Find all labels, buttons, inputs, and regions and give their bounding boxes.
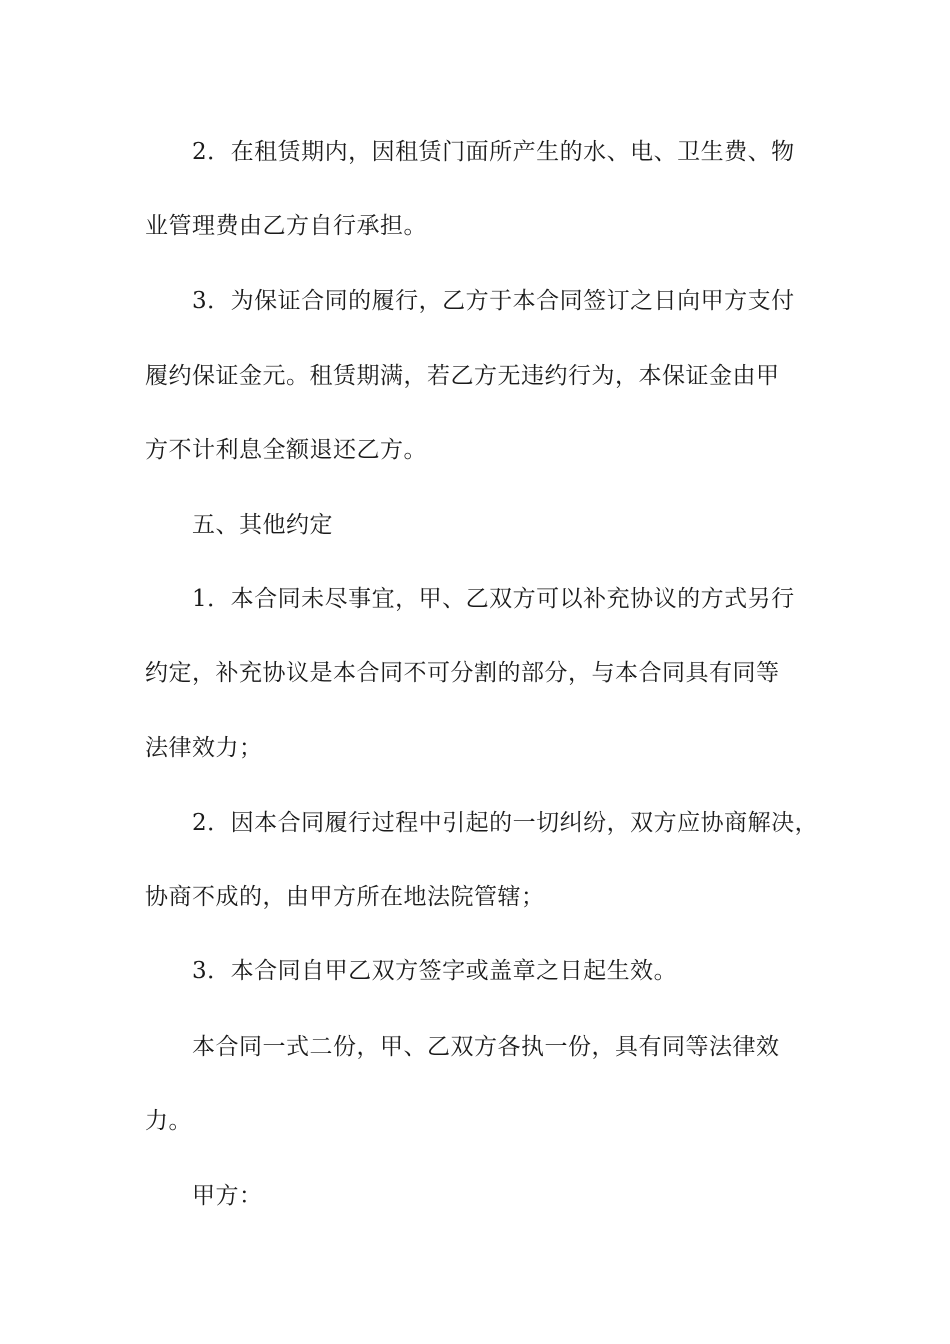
clause-4-3-line-3: 方不计利息全额退还乙方。 bbox=[145, 437, 427, 463]
section-heading-other-terms: 五、其他约定 bbox=[192, 512, 333, 538]
clause-5-1-line-3: 法律效力； bbox=[145, 735, 263, 761]
copies-clause-line-1: 本合同一式二份，甲、乙双方各执一份，具有同等法律效 bbox=[192, 1034, 780, 1060]
clause-5-2-line-1: 2．因本合同履行过程中引起的一切纠纷，双方应协商解决， bbox=[192, 810, 819, 836]
party-a-label: 甲方： bbox=[192, 1183, 263, 1209]
clause-4-2-line-2: 业管理费由乙方自行承担。 bbox=[145, 213, 427, 239]
clause-4-2-line-1: 2．在租赁期内，因租赁门面所产生的水、电、卫生费、物 bbox=[192, 139, 795, 165]
clause-5-2-line-2: 协商不成的，由甲方所在地法院管辖； bbox=[145, 884, 545, 910]
clause-5-3-line-1: 3．本合同自甲乙双方签字或盖章之日起生效。 bbox=[192, 958, 678, 984]
copies-clause-line-2: 力。 bbox=[145, 1108, 192, 1134]
clause-5-1-line-2: 约定，补充协议是本合同不可分割的部分，与本合同具有同等 bbox=[145, 660, 780, 686]
clause-5-1-line-1: 1．本合同未尽事宜，甲、乙双方可以补充协议的方式另行 bbox=[192, 586, 795, 612]
clause-4-3-line-2: 履约保证金元。租赁期满，若乙方无违约行为，本保证金由甲 bbox=[145, 363, 780, 389]
clause-4-3-line-1: 3．为保证合同的履行，乙方于本合同签订之日向甲方支付 bbox=[192, 288, 795, 314]
